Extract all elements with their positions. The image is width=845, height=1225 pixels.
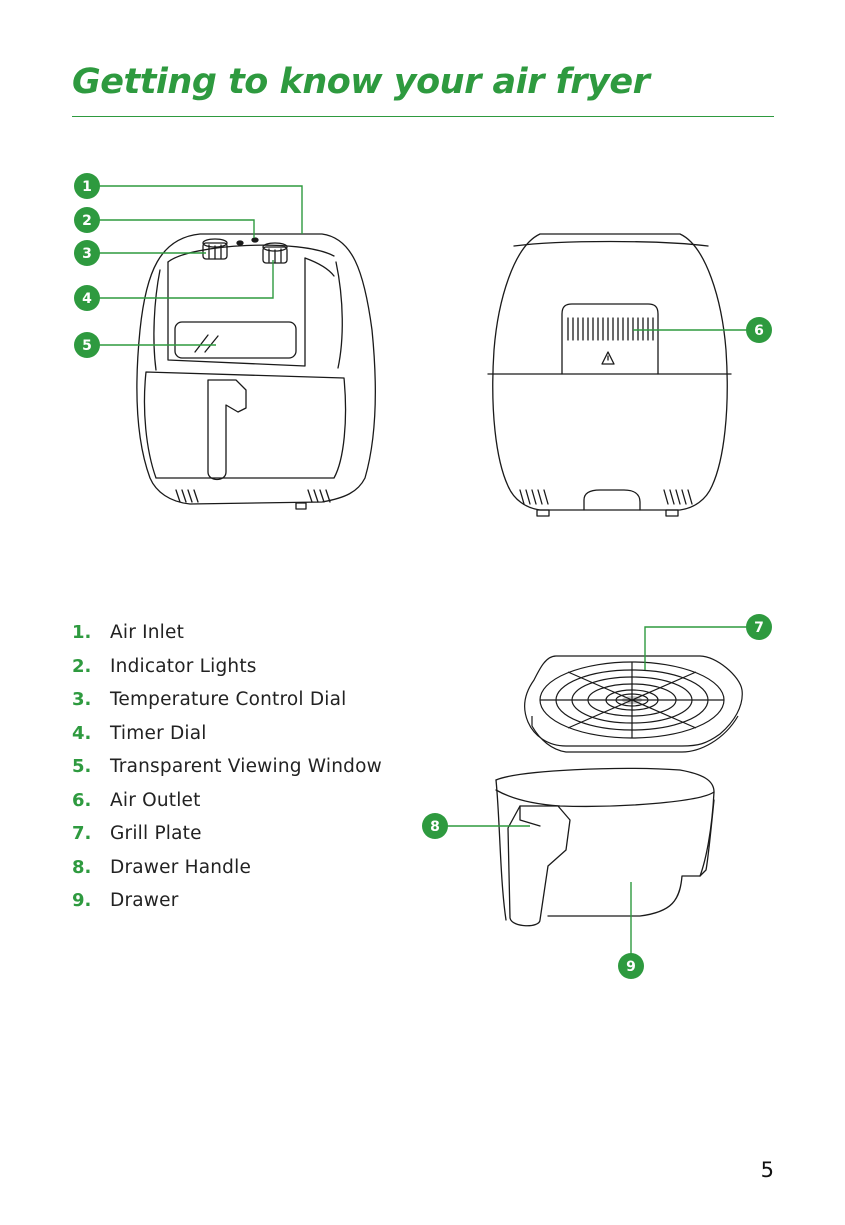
list-item: [72, 889, 382, 923]
list-item: [72, 822, 382, 856]
svg-text:2: 2: [82, 213, 92, 229]
drawer-illustration: [496, 768, 714, 925]
back-view-illustration: [488, 234, 731, 516]
part-number: 9.: [72, 890, 92, 911]
part-label: Timer Dial: [110, 722, 207, 744]
part-number: 2.: [72, 655, 92, 677]
part-number: 7.: [72, 823, 92, 844]
callout-badge-4: [74, 285, 100, 311]
callout-badge-5: [74, 332, 100, 358]
part-number: 5.: [72, 756, 92, 777]
svg-text:6: 6: [754, 323, 764, 339]
list-item: [72, 655, 382, 689]
part-number: 3.: [72, 689, 92, 710]
callout-badge-6: [746, 317, 772, 343]
page-title: Getting to know your air fryer: [72, 62, 650, 102]
svg-text:3: 3: [82, 246, 92, 262]
front-view-illustration: [137, 234, 376, 509]
list-item: [72, 856, 382, 890]
part-label: Indicator Lights: [110, 655, 257, 677]
callout-badge-1: [74, 173, 100, 199]
list-item: [72, 755, 382, 789]
callout-badge-7: [746, 614, 772, 640]
part-label: Grill Plate: [110, 823, 202, 844]
part-label: Air Inlet: [110, 622, 185, 643]
callout-badge-2: [74, 207, 100, 233]
part-label: Air Outlet: [110, 789, 201, 811]
svg-text:9: 9: [626, 959, 636, 975]
page-number: 5: [760, 1158, 774, 1182]
list-item: [72, 688, 382, 722]
parts-list: [72, 621, 382, 923]
part-label: Drawer: [110, 890, 179, 911]
part-label: Drawer Handle: [110, 856, 252, 878]
part-label: Temperature Control Dial: [110, 689, 347, 710]
list-item: [72, 621, 382, 655]
svg-text:7: 7: [754, 620, 764, 636]
svg-text:1: 1: [82, 179, 92, 195]
part-number: 4.: [72, 722, 92, 744]
grill-plate-illustration: [525, 656, 743, 752]
list-item: [72, 789, 382, 823]
part-label: Transparent Viewing Window: [110, 756, 382, 777]
callout-badge-9: [618, 953, 644, 979]
callout-badge-3: [74, 240, 100, 266]
part-number: 1.: [72, 622, 92, 643]
part-number: 6.: [72, 789, 92, 811]
svg-text:8: 8: [430, 819, 440, 835]
callout-badge-8: [422, 813, 448, 839]
list-item: [72, 722, 382, 756]
svg-text:5: 5: [82, 338, 92, 354]
svg-text:4: 4: [82, 291, 92, 307]
part-number: 8.: [72, 856, 92, 878]
